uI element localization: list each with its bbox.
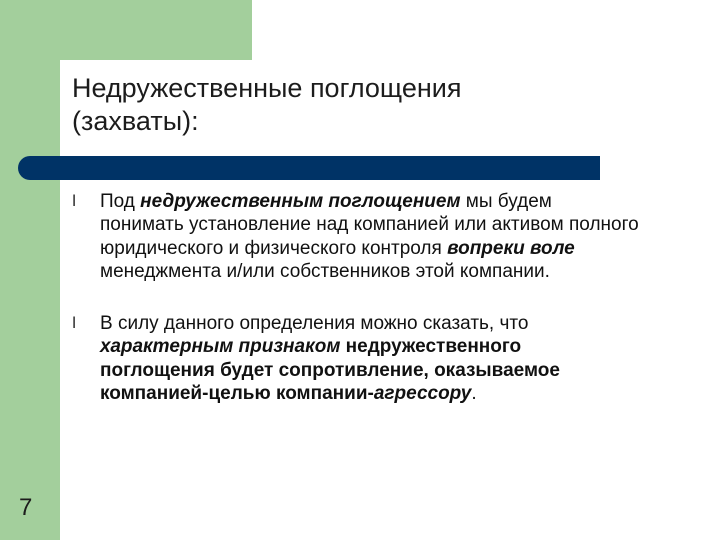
bullet-1-part-1: Под	[100, 191, 141, 212]
bullet-2-emphasis-1: характерным признаком	[100, 336, 341, 358]
bullet-text-1	[100, 190, 640, 283]
bullet-2-part-1: В силу данного определения можно сказать, что	[100, 313, 529, 334]
title-divider-bar	[18, 156, 600, 180]
bullet-text-2	[100, 312, 640, 405]
slide-title-line-1: Недружественные поглощения	[72, 73, 462, 103]
bullet-1-part-2: мы будем понимать установление над компанией или активом полного юридического и физического контроля	[100, 191, 639, 259]
bullet-2-bold-1: недружественного поглощения будет сопротивление, оказываемое компанией-целью компании-	[100, 336, 560, 404]
bullet-1-emphasis-2: вопреки воле	[447, 237, 575, 259]
green-side-band	[0, 0, 60, 540]
bullet-1-part-3: менеджмента и/или собственников этой компании.	[100, 260, 550, 282]
bullet-item-2	[70, 312, 640, 405]
green-top-band	[60, 0, 252, 60]
bullet-marker-icon: l	[72, 314, 77, 332]
page-number: 7	[19, 494, 33, 521]
bullet-2-part-2: .	[471, 382, 477, 404]
bullet-marker-icon: l	[72, 192, 77, 210]
bullet-2-emphasis-2: агрессору	[373, 382, 472, 404]
slide-title	[72, 72, 672, 138]
slide-title-line-2: (захваты):	[72, 106, 199, 136]
bullet-1-emphasis-1: недружественным поглощением	[140, 191, 461, 212]
bullet-item-1	[70, 190, 640, 283]
